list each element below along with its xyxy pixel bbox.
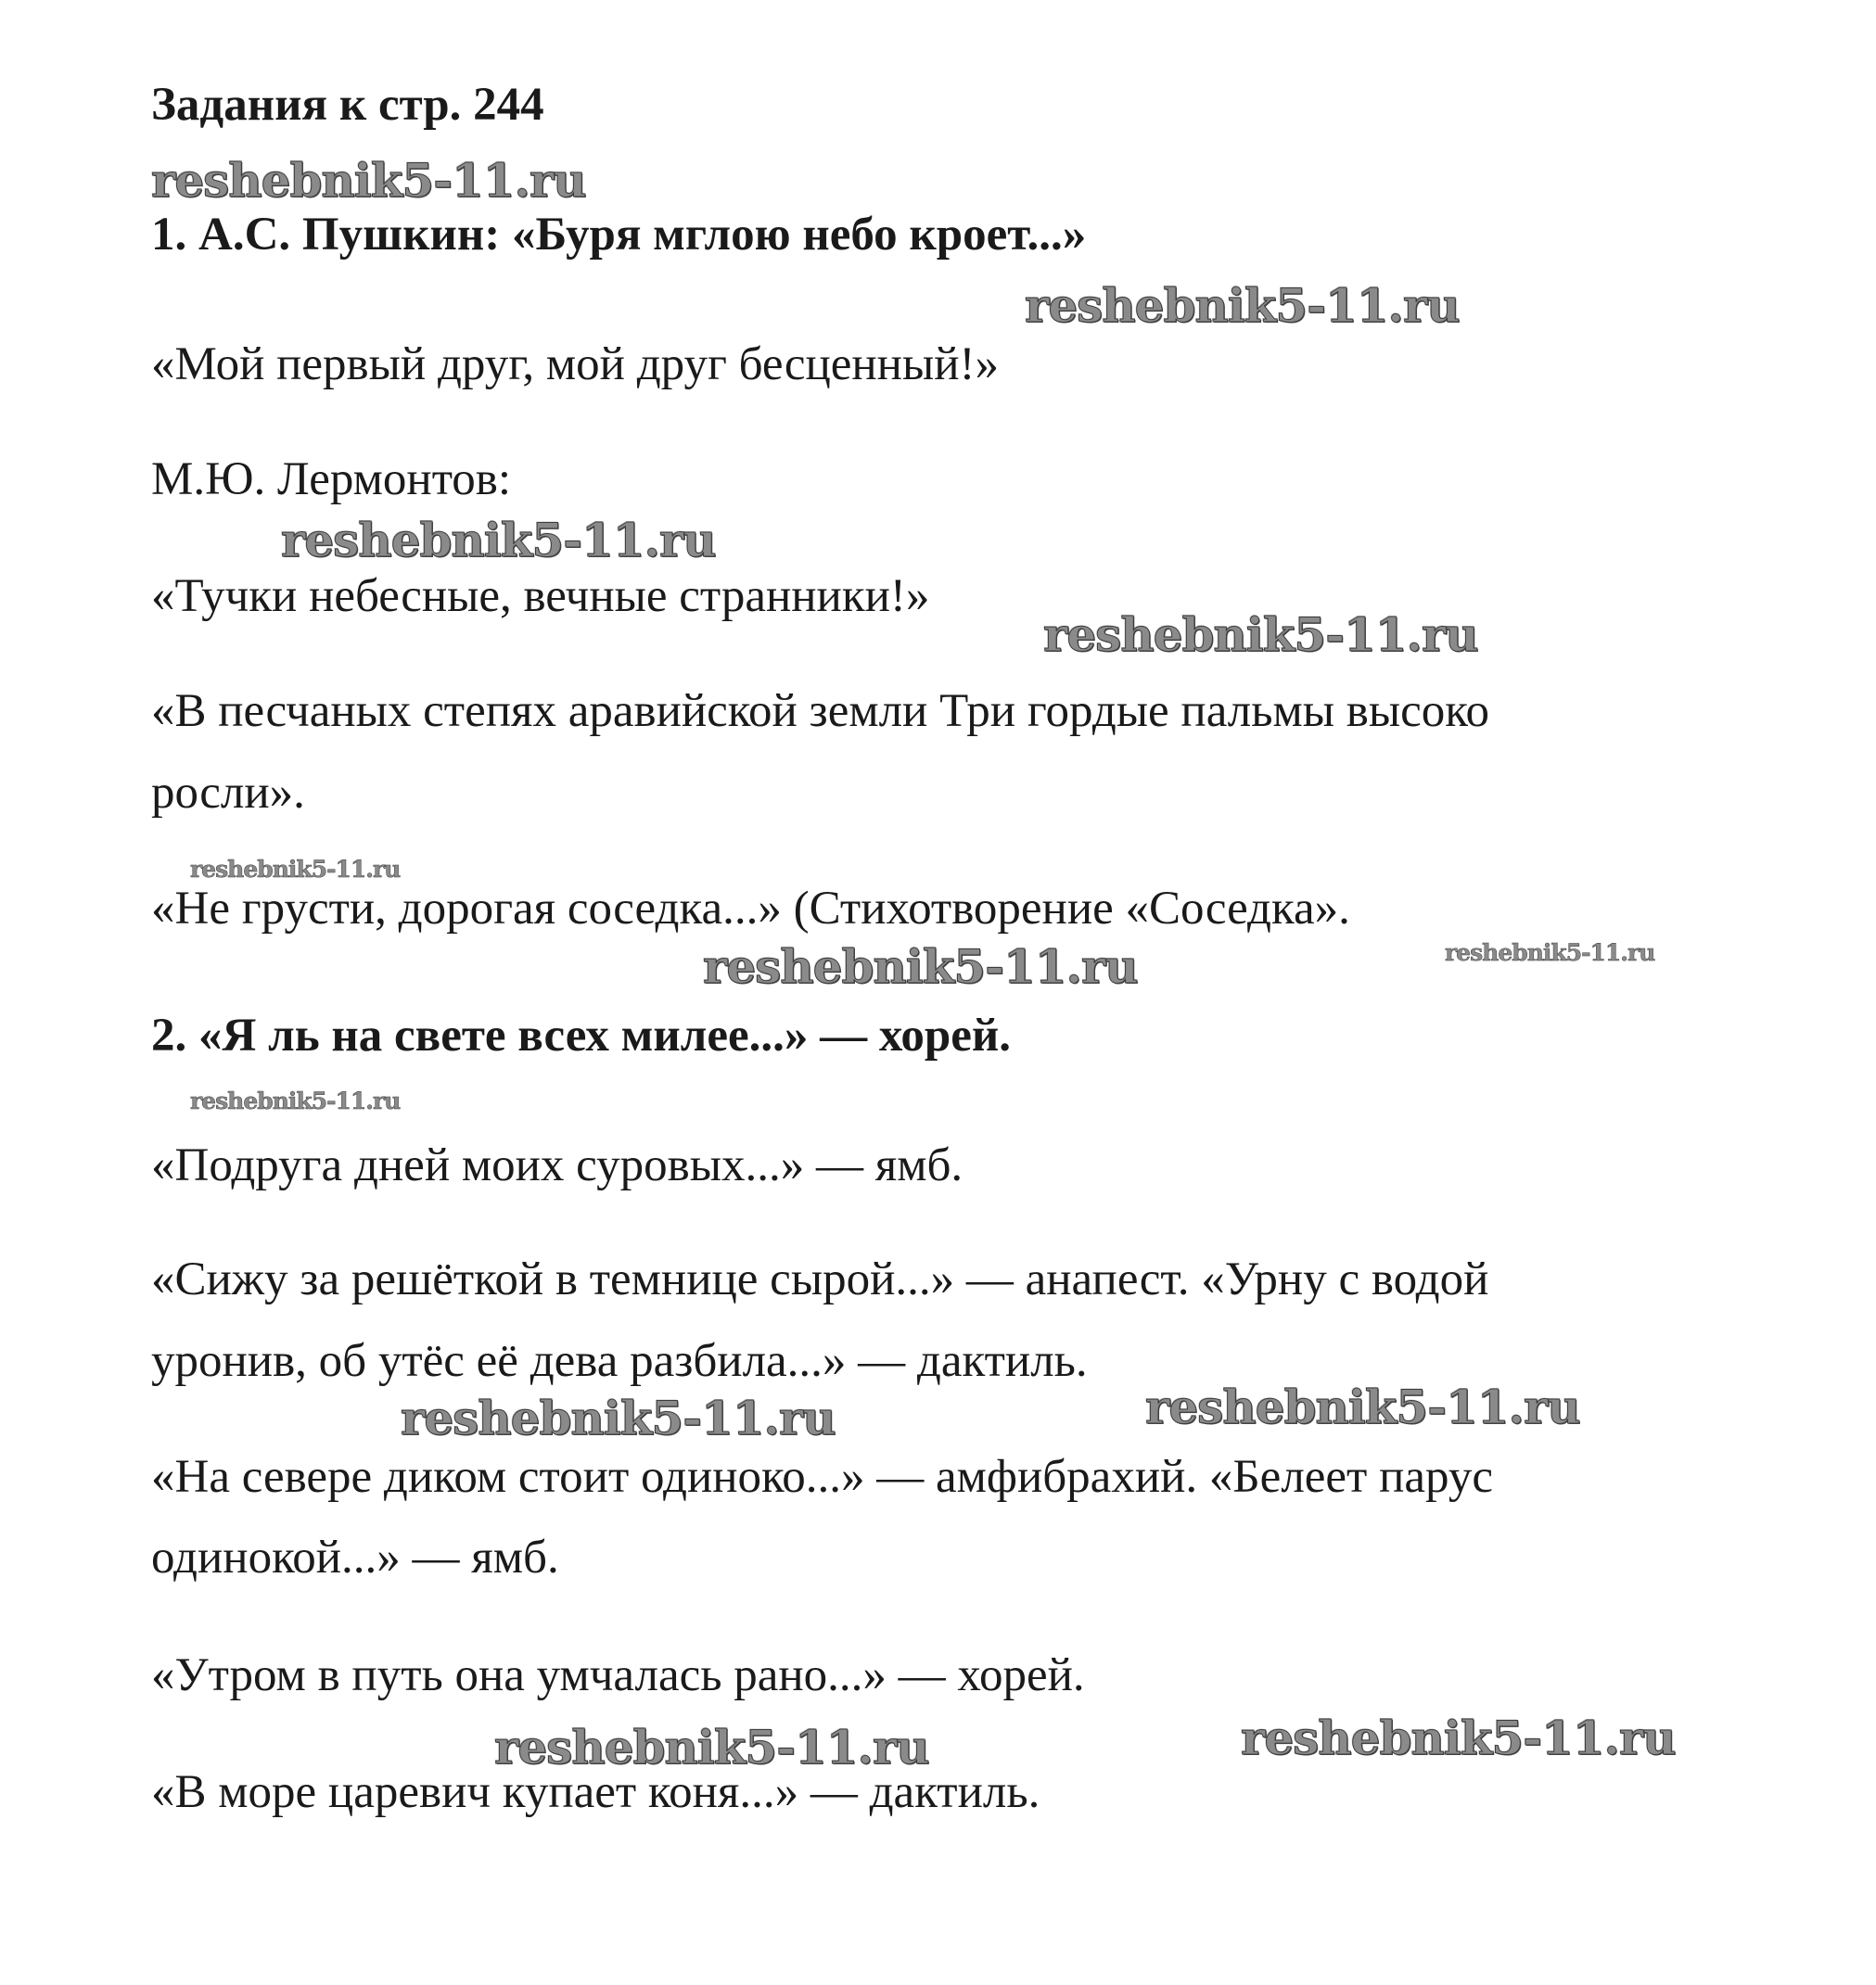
- text-line: «Не грусти, дорогая соседка...» (Стихотворение «Соседка».: [151, 883, 1350, 935]
- text-line: «Утром в путь она умчалась рано...» — хорей.: [151, 1649, 1085, 1701]
- text-line: «Мой первый друг, мой друг бесценный!»: [151, 338, 1000, 390]
- watermark: reshebnik5-11.ru: [494, 1720, 929, 1775]
- text-line: росли».: [151, 767, 305, 819]
- watermark: reshebnik5-11.ru: [190, 856, 401, 883]
- text-line: «Подруга дней моих суровых...» — ямб.: [151, 1139, 964, 1191]
- task-1-title: 1. А.С. Пушкин: «Буря мглою небо кроет...»: [151, 209, 1087, 261]
- text-line: «На севере диком стоит одиноко...» — амфибрахий. «Белеет парус: [151, 1451, 1493, 1503]
- text-line: «В море царевич купает коня...» — дактиль.: [151, 1766, 1040, 1818]
- text-line: «В песчаных степях аравийской земли Три гордые пальмы высоко: [151, 685, 1489, 737]
- watermark: reshebnik5-11.ru: [1025, 278, 1460, 333]
- text-line: «Сижу за решёткой в темнице сырой...» — анапест. «Урну с водой: [151, 1253, 1489, 1305]
- watermark: reshebnik5-11.ru: [281, 513, 716, 567]
- watermark: reshebnik5-11.ru: [1043, 607, 1478, 662]
- page-heading: Задания к стр. 244: [151, 79, 544, 131]
- task-2-title: 2. «Я ль на свете всех милее...» — хорей.: [151, 1010, 1012, 1062]
- watermark: reshebnik5-11.ru: [190, 1088, 401, 1114]
- watermark: reshebnik5-11.ru: [401, 1391, 836, 1445]
- watermark: reshebnik5-11.ru: [703, 939, 1138, 994]
- text-line: уронив, об утёс её дева разбила...» — дактиль.: [151, 1335, 1088, 1387]
- watermark: reshebnik5-11.ru: [151, 153, 586, 208]
- text-line: М.Ю. Лермонтов:: [151, 453, 512, 505]
- watermark: reshebnik5-11.ru: [1145, 1380, 1580, 1434]
- text-line: «Тучки небесные, вечные странники!»: [151, 570, 930, 622]
- watermark: reshebnik5-11.ru: [1241, 1711, 1676, 1765]
- watermark: reshebnik5-11.ru: [1445, 939, 1655, 966]
- text-line: одинокой...» — ямб.: [151, 1532, 559, 1584]
